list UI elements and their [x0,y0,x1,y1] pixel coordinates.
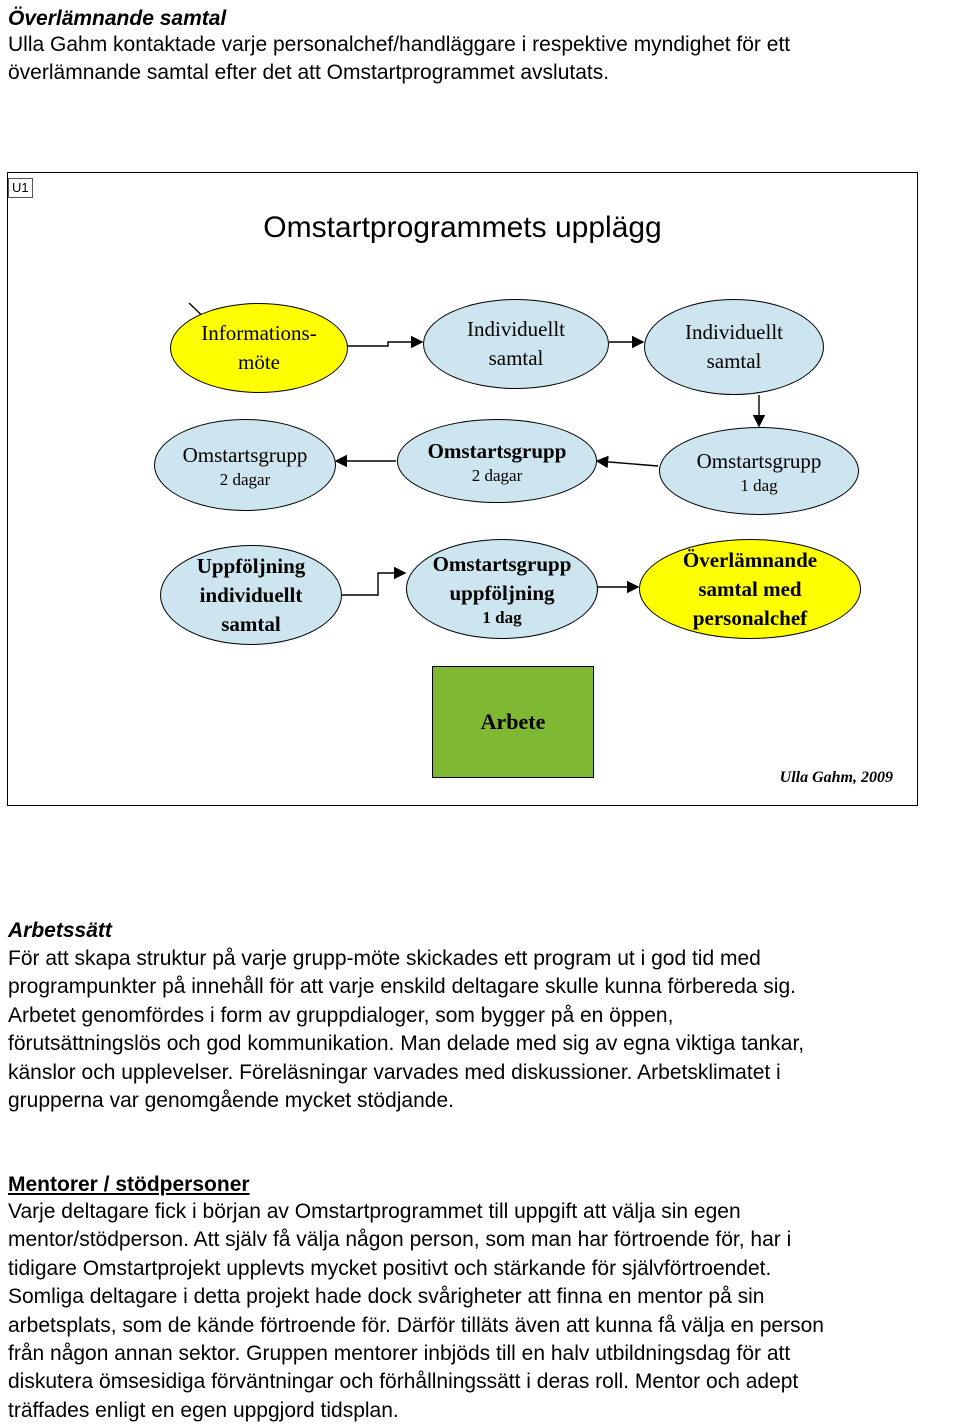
paragraph-arbetssatt [8,945,804,1115]
node-label: samtal [488,346,544,370]
node-label: Individuellt [685,320,783,344]
heading-mentorer-text: Mentorer / stödpersoner [8,1173,250,1196]
node-label: samtal [221,611,281,636]
text-line: känslor och upplevelser. Föreläsningar varvades med diskussioner. Arbetsklimatet i [8,1060,781,1084]
node-label: Överlämnande [682,547,818,572]
node-sublabel: 1 dag [482,608,522,627]
text-line: programpunkter på innehåll för att varje enskild deltagare skulle kunna förbereda sig. [8,975,796,999]
text-line: tidigare Omstartprojekt upplevts mycket positivt och stärkande för självförtroendet. [8,1256,772,1280]
node-overlamnande-samtal [639,539,861,639]
program-diagram [7,172,918,806]
node-individuellt-samtal-2 [644,299,824,395]
text-line: Arbetet genomfördes i form av gruppdialoger, som bygger på en öppen, [8,1003,674,1027]
text-line: från någon annan sektor. Gruppen mentorer inbjöds till en halv utbildningsdag för att [8,1342,791,1366]
text-line: Somliga deltagare i detta projekt hade dock svårigheter att finna en mentor på sin [8,1285,765,1309]
node-label: samtal [706,349,762,373]
node-label: Omstartsgrupp [182,442,308,467]
node-individuellt-samtal-1 [423,299,609,389]
figure-tag: U1 [8,178,33,198]
node-label: Omstartsgrupp [427,438,567,463]
text-line: träffades enligt en egen uppgjord tidsplan. [8,1398,399,1422]
node-uppfoljning-individuellt-samtal [160,545,342,645]
arrow-og3-og2 [597,461,658,466]
diagram-title: Omstartprogrammets upplägg [263,211,662,244]
heading-arbetssatt: Arbetssätt [8,919,112,942]
node-label: Individuellt [467,317,565,341]
node-sublabel: 2 dagar [471,465,523,485]
text-line: arbetsplats, som de kände förtroende för. Därför tilläts även att kunna få välja en person [8,1313,824,1337]
node-omstartsgrupp-uppfoljning [406,539,598,639]
arrow-upp-ogu [342,573,405,595]
node-label: samtal med [698,576,802,601]
node-label: Informations- [201,321,317,345]
arrow-info-ind1 [347,342,422,346]
paragraph-mentorer [8,1198,824,1425]
node-arbete: Arbete [432,666,594,778]
node-label: Omstartsgrupp [432,552,572,576]
node-label: personalchef [692,605,808,630]
node-label: uppföljning [449,581,555,605]
text-line: förutsättningslös och god kommunikation. Man delade med sig av egna viktiga tankar, [8,1032,805,1056]
text-line: diskutera ömsesidiga förväntningar och förhållningssätt i deras roll. Mentor och adept [8,1370,799,1394]
node-omstartsgrupp-1dag [659,427,859,515]
text-line: Varje deltagare fick i början av Omstartprogrammet till uppgift att välja sin egen [8,1200,741,1223]
node-sublabel: 1 dag [740,475,778,495]
text-line: mentor/stödperson. Att själv få välja någon person, som man har förtroende för, har i [8,1228,792,1252]
node-label: möte [238,350,280,374]
node-informationsmote [170,303,348,393]
node-omstartsgrupp-2dagar-left [154,419,336,511]
text-line: För att skapa struktur på varje grupp-möte skickades ett program ut i god tid med [8,947,761,970]
node-label: Omstartsgrupp [696,448,822,473]
text-line: Ulla Gahm kontaktade varje personalchef/handläggare i respektive myndighet för ett [8,33,791,56]
diagram-credit: Ulla Gahm, 2009 [779,769,893,786]
heading-mentorer [8,1171,250,1198]
node-sublabel: 2 dagar [219,469,271,489]
text-line: grupperna var genomgående mycket stödjande. [8,1089,454,1113]
node-label: individuellt [199,582,303,607]
node-label: Uppföljning [196,553,306,578]
node-omstartsgrupp-2dagar-middle [397,419,597,503]
text-line: överlämnande samtal efter det att Omstartprogrammet avslutats. [8,61,610,85]
paragraph-overlamnande [8,31,790,88]
heading-overlamnande: Överlämnande samtal [8,7,227,30]
